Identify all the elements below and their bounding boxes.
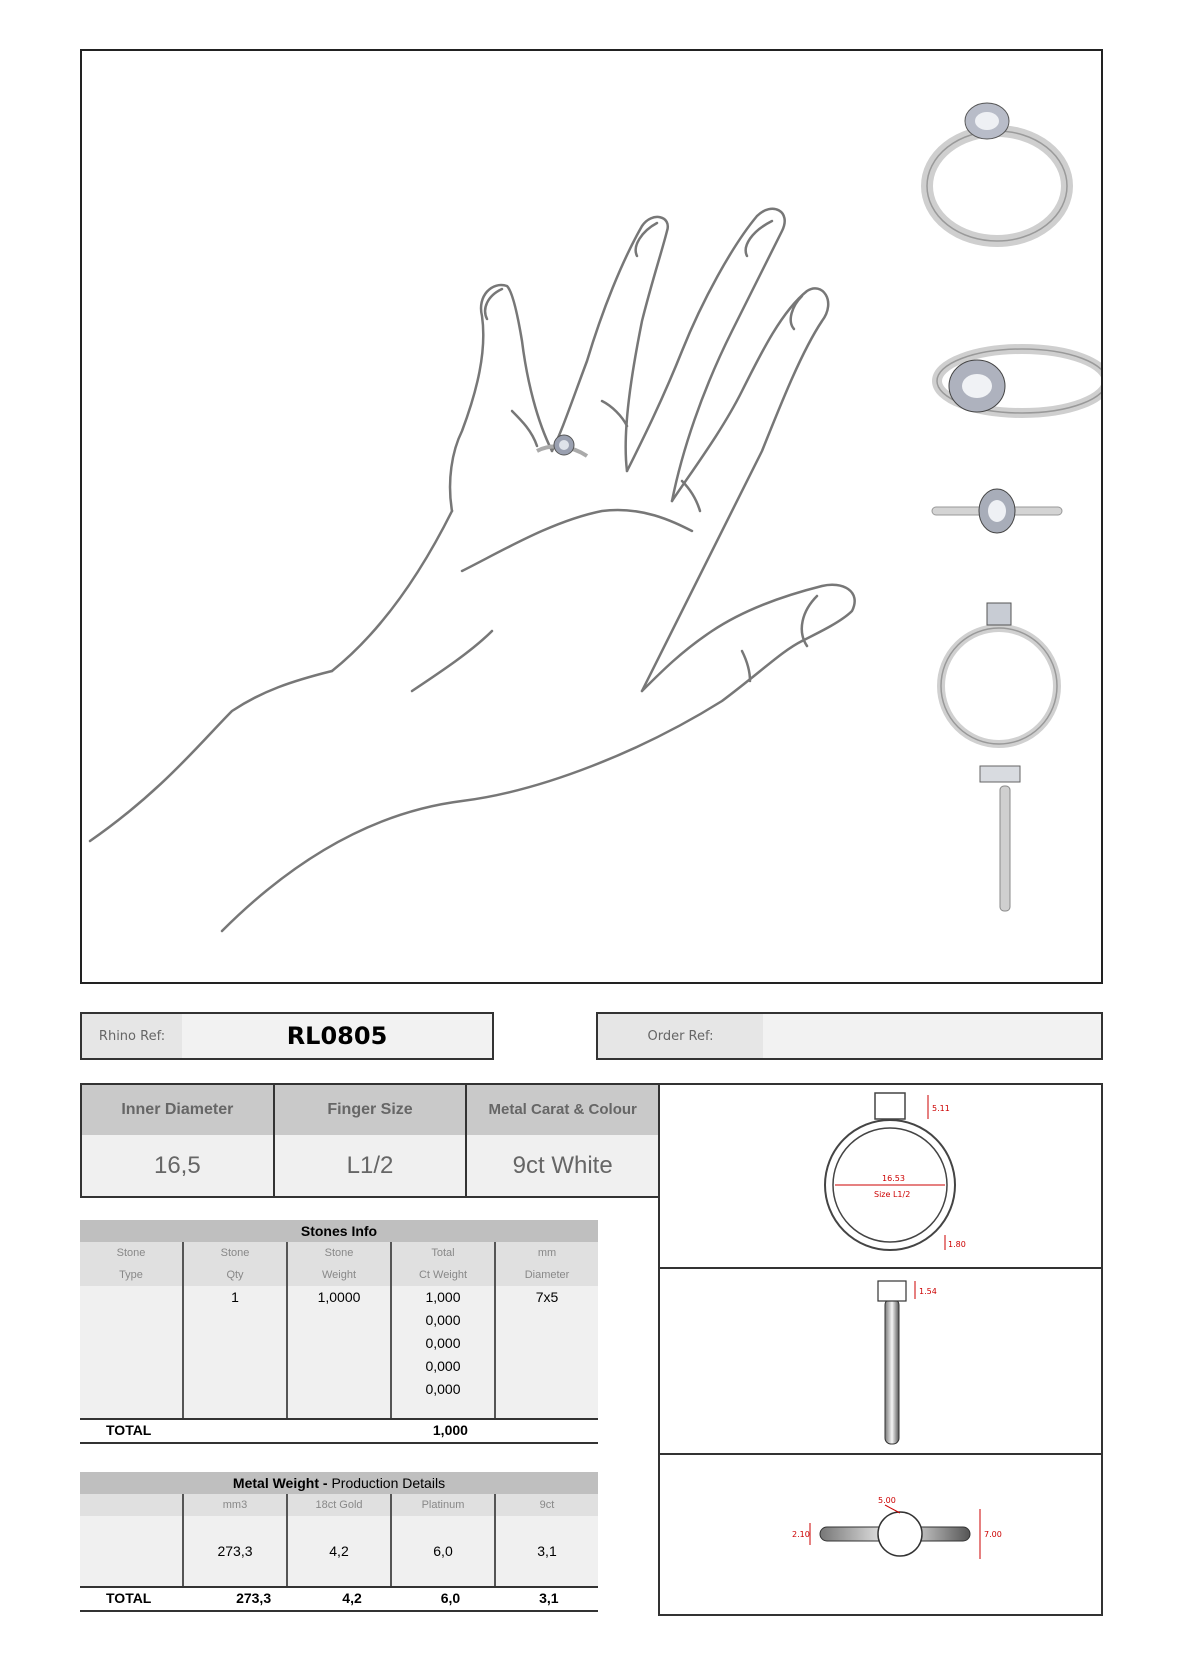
render-frame <box>80 49 1103 984</box>
finger-size-value: L1/2 <box>275 1135 466 1196</box>
stones-header-qty: Stone Qty <box>182 1242 286 1286</box>
tech-side-view <box>660 1269 1101 1455</box>
svg-text:1.54: 1.54 <box>919 1287 937 1296</box>
ring-view-top <box>932 489 1062 533</box>
stones-total-row <box>80 1418 598 1440</box>
spec-table <box>80 1083 660 1198</box>
svg-text:Size L1/2: Size L1/2 <box>874 1190 911 1199</box>
ring-on-finger <box>537 435 587 456</box>
inner-diameter-label: Inner Diameter <box>82 1085 273 1135</box>
metal-body <box>80 1516 598 1586</box>
stones-header-diameter: mm Diameter <box>494 1242 598 1286</box>
metal-total-mm3: 273,3 <box>236 1590 272 1606</box>
order-ref-box <box>596 1012 1103 1060</box>
technical-drawings-panel <box>658 1083 1103 1616</box>
metal-total-platinum: 6,0 <box>440 1590 461 1606</box>
metal-total-9ct: 3,1 <box>539 1590 559 1606</box>
stones-col-total: 1,000 0,000 0,000 0,000 0,000 <box>390 1286 494 1418</box>
ring-view-angle <box>937 349 1101 413</box>
metal-value-platinum: 6,0 <box>390 1516 494 1586</box>
svg-text:1.80: 1.80 <box>948 1240 966 1249</box>
order-ref-label: Order Ref: <box>598 1014 763 1058</box>
metal-header-mm3: mm3 <box>182 1494 286 1516</box>
stones-header-row <box>80 1242 598 1286</box>
finger-size-col <box>275 1085 468 1196</box>
metal-value-mm3: 273,3 <box>182 1516 286 1586</box>
metal-weight-title: Metal Weight - Production Details <box>80 1472 598 1494</box>
metal-header-9ct: 9ct <box>494 1494 598 1516</box>
svg-text:5.11: 5.11 <box>932 1104 950 1113</box>
metal-value: 9ct White <box>467 1135 658 1196</box>
stones-total-value: 1,000 <box>432 1422 468 1438</box>
metal-header-18ct: 18ct Gold <box>286 1494 390 1516</box>
ring-view-side <box>980 766 1020 911</box>
stones-body <box>80 1286 598 1418</box>
metal-col <box>467 1085 658 1196</box>
metal-total-row <box>80 1586 598 1608</box>
metal-header-platinum: Platinum <box>390 1494 494 1516</box>
stones-col-type <box>80 1286 182 1418</box>
inner-diameter-value: 16,5 <box>82 1135 273 1196</box>
stones-info-table <box>80 1220 598 1444</box>
svg-text:5.00: 5.00 <box>878 1496 896 1505</box>
svg-text:7.00: 7.00 <box>984 1530 1002 1539</box>
tech-top-view <box>660 1455 1101 1614</box>
stones-header-weight: Stone Weight <box>286 1242 390 1286</box>
inner-diameter-col <box>82 1085 275 1196</box>
rhino-ref-box <box>80 1012 494 1060</box>
svg-text:16.53: 16.53 <box>882 1174 905 1183</box>
order-ref-value <box>763 1014 1101 1058</box>
metal-weight-table <box>80 1472 598 1612</box>
stones-header-type: Stone Type <box>116 1247 146 1281</box>
metal-header-row <box>80 1494 598 1516</box>
ring-view-front <box>941 603 1057 744</box>
metal-total-18ct: 4,2 <box>342 1590 362 1606</box>
stones-col-qty: 1 <box>182 1286 286 1418</box>
tech-front-view <box>660 1085 1101 1269</box>
stones-col-diameter: 7x5 <box>494 1286 598 1418</box>
hand-sketch-illustration <box>82 51 1101 982</box>
stones-header-total: Total Ct Weight <box>390 1242 494 1286</box>
svg-text:2.10: 2.10 <box>792 1530 810 1539</box>
stones-total-label: TOTAL <box>106 1422 152 1438</box>
rhino-ref-label: Rhino Ref: <box>82 1014 182 1058</box>
metal-label: Metal Carat & Colour <box>467 1085 658 1135</box>
rhino-ref-value: RL0805 <box>182 1014 492 1058</box>
stones-col-weight: 1,0000 <box>286 1286 390 1418</box>
stones-info-title: Stones Info <box>80 1220 598 1242</box>
metal-value-18ct: 4,2 <box>286 1516 390 1586</box>
metal-value-9ct: 3,1 <box>494 1516 598 1586</box>
ring-view-perspective <box>927 103 1067 241</box>
metal-total-label: TOTAL <box>106 1590 152 1606</box>
finger-size-label: Finger Size <box>275 1085 466 1135</box>
